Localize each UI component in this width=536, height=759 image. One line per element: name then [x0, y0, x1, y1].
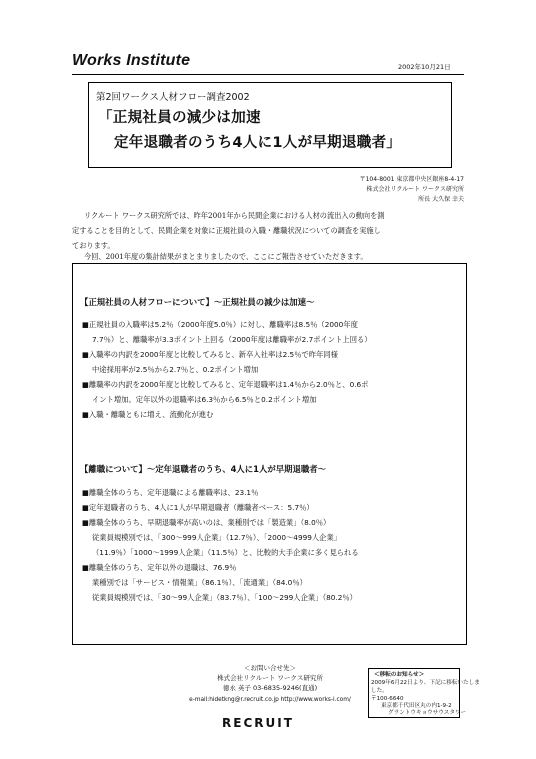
intro-line-1: リクルート ワークス研究所では、昨年2001年から民間企業における人材の流出入の動向を測 — [84, 211, 385, 220]
section-2-line: ■定年退職者のうち、4人に1人が早期退職者（離職者ベース：5.7％） — [82, 503, 314, 512]
notice-building: グラントウキョウサウスタワー — [388, 710, 467, 716]
notice-title: ＜移転のお知らせ＞ — [374, 672, 425, 678]
intro-paragraph-2: 今回、2001年度の集計結果がまとまりましたので、ここにご報告させていただきます。 — [84, 252, 368, 261]
contact-company: 株式会社リクルート ワークス研究所 — [217, 674, 323, 682]
document-date: 2002年10月21日 — [398, 63, 451, 71]
section-2-title: 【離職について】～定年退職者のうち、4人に1人が早期退職者～ — [80, 464, 326, 474]
intro-line-3: ております。 — [72, 241, 115, 250]
publisher-director: 所長 大久保 幸夫 — [418, 196, 464, 203]
section-1-line: イント増加。定年以外の退職率は6.3％から6.5％と0.2ポイント増加 — [92, 395, 317, 404]
recruit-logo: RECRUIT — [222, 716, 294, 730]
section-2-line: 業種別では「サービス・情報業」（86.1％）、「流通業」（84.0％） — [92, 578, 307, 587]
section-1-line: ■正規社員の入職率は5.2％（2000年度5.0％）に対し、離職率は8.5％（2000年度 — [82, 320, 358, 329]
headline-line-1: 「正規社員の減少は加速 — [98, 110, 261, 126]
section-1-line: 7.7％）と、離職率が3.3ポイント上回る（2000年度は離職率が2.7ポイント上回る） — [92, 335, 372, 344]
header-rule — [72, 74, 464, 75]
contact-person: 徳永 英子 03-6835-9246(直通) — [222, 684, 318, 692]
section-2-line: ■離職全体のうち、早期退職率が高いのは、業種別では「製造業」（8.0％） — [82, 518, 331, 527]
publisher-address: 〒104-8001 東京都中央区銀座8-4-17 — [359, 176, 464, 183]
contact-label: ＜お問い合せ先＞ — [244, 664, 296, 672]
section-2-line: 従業員規模別では、「30～99人企業」（83.7％）、「100～299人企業」（80.2％） — [92, 593, 357, 602]
section-1-line: ■離職率の内訳を2000年度と比較してみると、定年退職率は1.4％から2.0％と、0.6ポ — [82, 380, 369, 389]
section-1-line: 中途採用率が2.5％から2.7％と、0.2ポイント増加 — [92, 365, 259, 374]
notice-line: 2009年6月22日より、下記に移転いたしま — [371, 680, 480, 686]
survey-name: 第2回ワークス人材フロー調査2002 — [96, 92, 250, 103]
section-1-title: 【正規社員の人材フローについて】～正規社員の減少は加速～ — [80, 297, 315, 307]
notice-line: した。 — [371, 688, 388, 694]
contact-web: e-mail:hidetkng@r.recruit.co.jp http://www.works-i.com/ — [189, 697, 351, 703]
works-institute-logo: Works Institute — [72, 52, 191, 69]
notice-postal: 〒100-6640 — [371, 696, 404, 702]
section-2-line: 従業員規模別では、「300～999人企業」（12.7％）、「2000～4999人企業」 — [92, 533, 342, 542]
section-1-line: ■入職・離職ともに増え、流動化が進む — [82, 410, 214, 419]
section-2-line: ■離職全体のうち、定年以外の退職は、76.9％ — [82, 563, 237, 572]
notice-address: 東京都千代田区丸の内1-9-2 — [381, 703, 452, 709]
publisher-company: 株式会社リクルート ワークス研究所 — [366, 186, 464, 193]
headline-line-2: 定年退職者のうち4人に1人が早期退職者」 — [114, 135, 402, 151]
section-2-line: （11.9％）「1000～1999人企業」（11.5％）と、比較的大手企業に多く見られる — [92, 548, 359, 557]
section-1-line: ■入職率の内訳を2000年度と比較してみると、新卒入社率は2.5％で昨年同様 — [82, 350, 338, 359]
intro-line-2: 定することを目的として、民間企業を対象に正規社員の入職・離職状況についての調査を実施し — [72, 226, 381, 235]
section-2-line: ■離職全体のうち、定年退職による離職率は、23.1％ — [82, 488, 259, 497]
